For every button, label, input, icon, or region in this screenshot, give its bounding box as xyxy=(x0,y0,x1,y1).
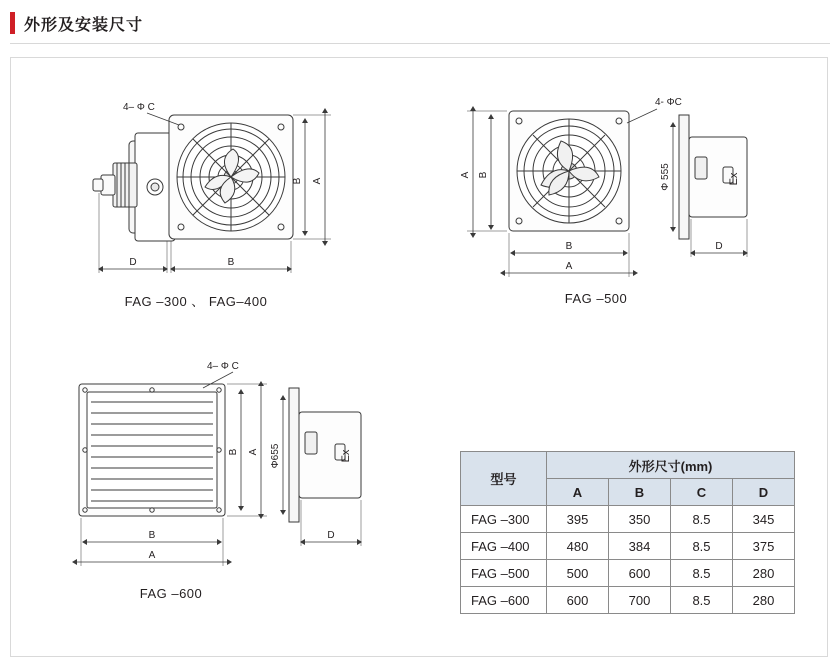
page-header xyxy=(10,8,830,38)
cell-c: 8.5 xyxy=(671,587,733,614)
label-dim-b-vertical-3: B xyxy=(228,448,239,456)
cell-b: 350 xyxy=(609,506,671,533)
header-col-d: D xyxy=(733,479,795,506)
table-row xyxy=(461,506,795,533)
label-ex-mark-2: Ex xyxy=(728,172,740,186)
label-dim-b-horizontal-2: B xyxy=(565,241,573,252)
label-dim-a-vertical-1: A xyxy=(312,177,323,185)
content-frame xyxy=(10,57,828,657)
caption-fag-300-400: FAG –300 、 FAG–400 xyxy=(124,294,268,309)
header-divider xyxy=(10,43,830,44)
label-dim-a-horizontal-3: A xyxy=(148,550,156,561)
drawing-fag-600-svg xyxy=(51,358,391,598)
label-diameter-555: Φ 555 xyxy=(660,163,671,191)
label-ex-mark-3: Ex xyxy=(340,449,352,463)
cell-model: FAG –300 xyxy=(461,506,547,533)
label-dim-a-vertical-2: A xyxy=(460,171,471,179)
label-dim-d-3: D xyxy=(327,530,335,541)
cell-b: 700 xyxy=(609,587,671,614)
header-col-c: C xyxy=(671,479,733,506)
label-dim-a-horizontal-2: A xyxy=(565,261,573,272)
cell-a: 500 xyxy=(547,560,609,587)
header-col-b: B xyxy=(609,479,671,506)
table-body xyxy=(461,506,795,614)
drawing-fag-300-400-svg xyxy=(51,93,341,313)
drawing-fag-300-400 xyxy=(51,93,341,313)
label-dim-b-vertical-2: B xyxy=(478,171,489,179)
drawing-fag-600 xyxy=(51,358,391,601)
label-dim-b-vertical-1: B xyxy=(292,177,303,185)
cell-c: 8.5 xyxy=(671,533,733,560)
page-title: 外形及安装尺寸 xyxy=(24,16,144,34)
drawing-fag-500 xyxy=(451,93,771,313)
label-dim-b-horizontal-1: B xyxy=(227,257,235,268)
label-dim-d-2: D xyxy=(715,241,723,252)
header-col-a: A xyxy=(547,479,609,506)
caption-fag-600: FAG –600 xyxy=(139,586,203,601)
label-hole-note-1: 4– Φ C xyxy=(123,102,155,113)
cell-model: FAG –600 xyxy=(461,587,547,614)
table-row xyxy=(461,533,795,560)
cell-c: 8.5 xyxy=(671,560,733,587)
cell-d: 280 xyxy=(733,587,795,614)
cell-a: 480 xyxy=(547,533,609,560)
header-accent-bar xyxy=(10,12,15,34)
drawing-fag-500-svg xyxy=(451,93,771,313)
table-row xyxy=(461,587,795,614)
cell-d: 280 xyxy=(733,560,795,587)
dimension-table xyxy=(460,451,795,614)
label-hole-note-2: 4- ΦC xyxy=(655,97,682,108)
table-header-row-1 xyxy=(461,452,795,479)
caption-fag-500: FAG –500 xyxy=(564,291,628,306)
label-dim-a-vertical-3: A xyxy=(248,448,259,456)
cell-c: 8.5 xyxy=(671,506,733,533)
cell-b: 600 xyxy=(609,560,671,587)
cell-a: 600 xyxy=(547,587,609,614)
header-model: 型号 xyxy=(461,452,547,506)
cell-model: FAG –400 xyxy=(461,533,547,560)
table-head xyxy=(461,452,795,506)
cell-d: 345 xyxy=(733,506,795,533)
cell-b: 384 xyxy=(609,533,671,560)
table-row xyxy=(461,560,795,587)
label-dim-d-1: D xyxy=(129,257,137,268)
cell-d: 375 xyxy=(733,533,795,560)
cell-model: FAG –500 xyxy=(461,560,547,587)
cell-a: 395 xyxy=(547,506,609,533)
header-dimension-group: 外形尺寸(mm) xyxy=(547,452,795,479)
label-dim-b-horizontal-3: B xyxy=(148,530,156,541)
label-diameter-655: Φ655 xyxy=(270,443,281,469)
label-hole-note-3: 4– Φ C xyxy=(207,361,239,372)
